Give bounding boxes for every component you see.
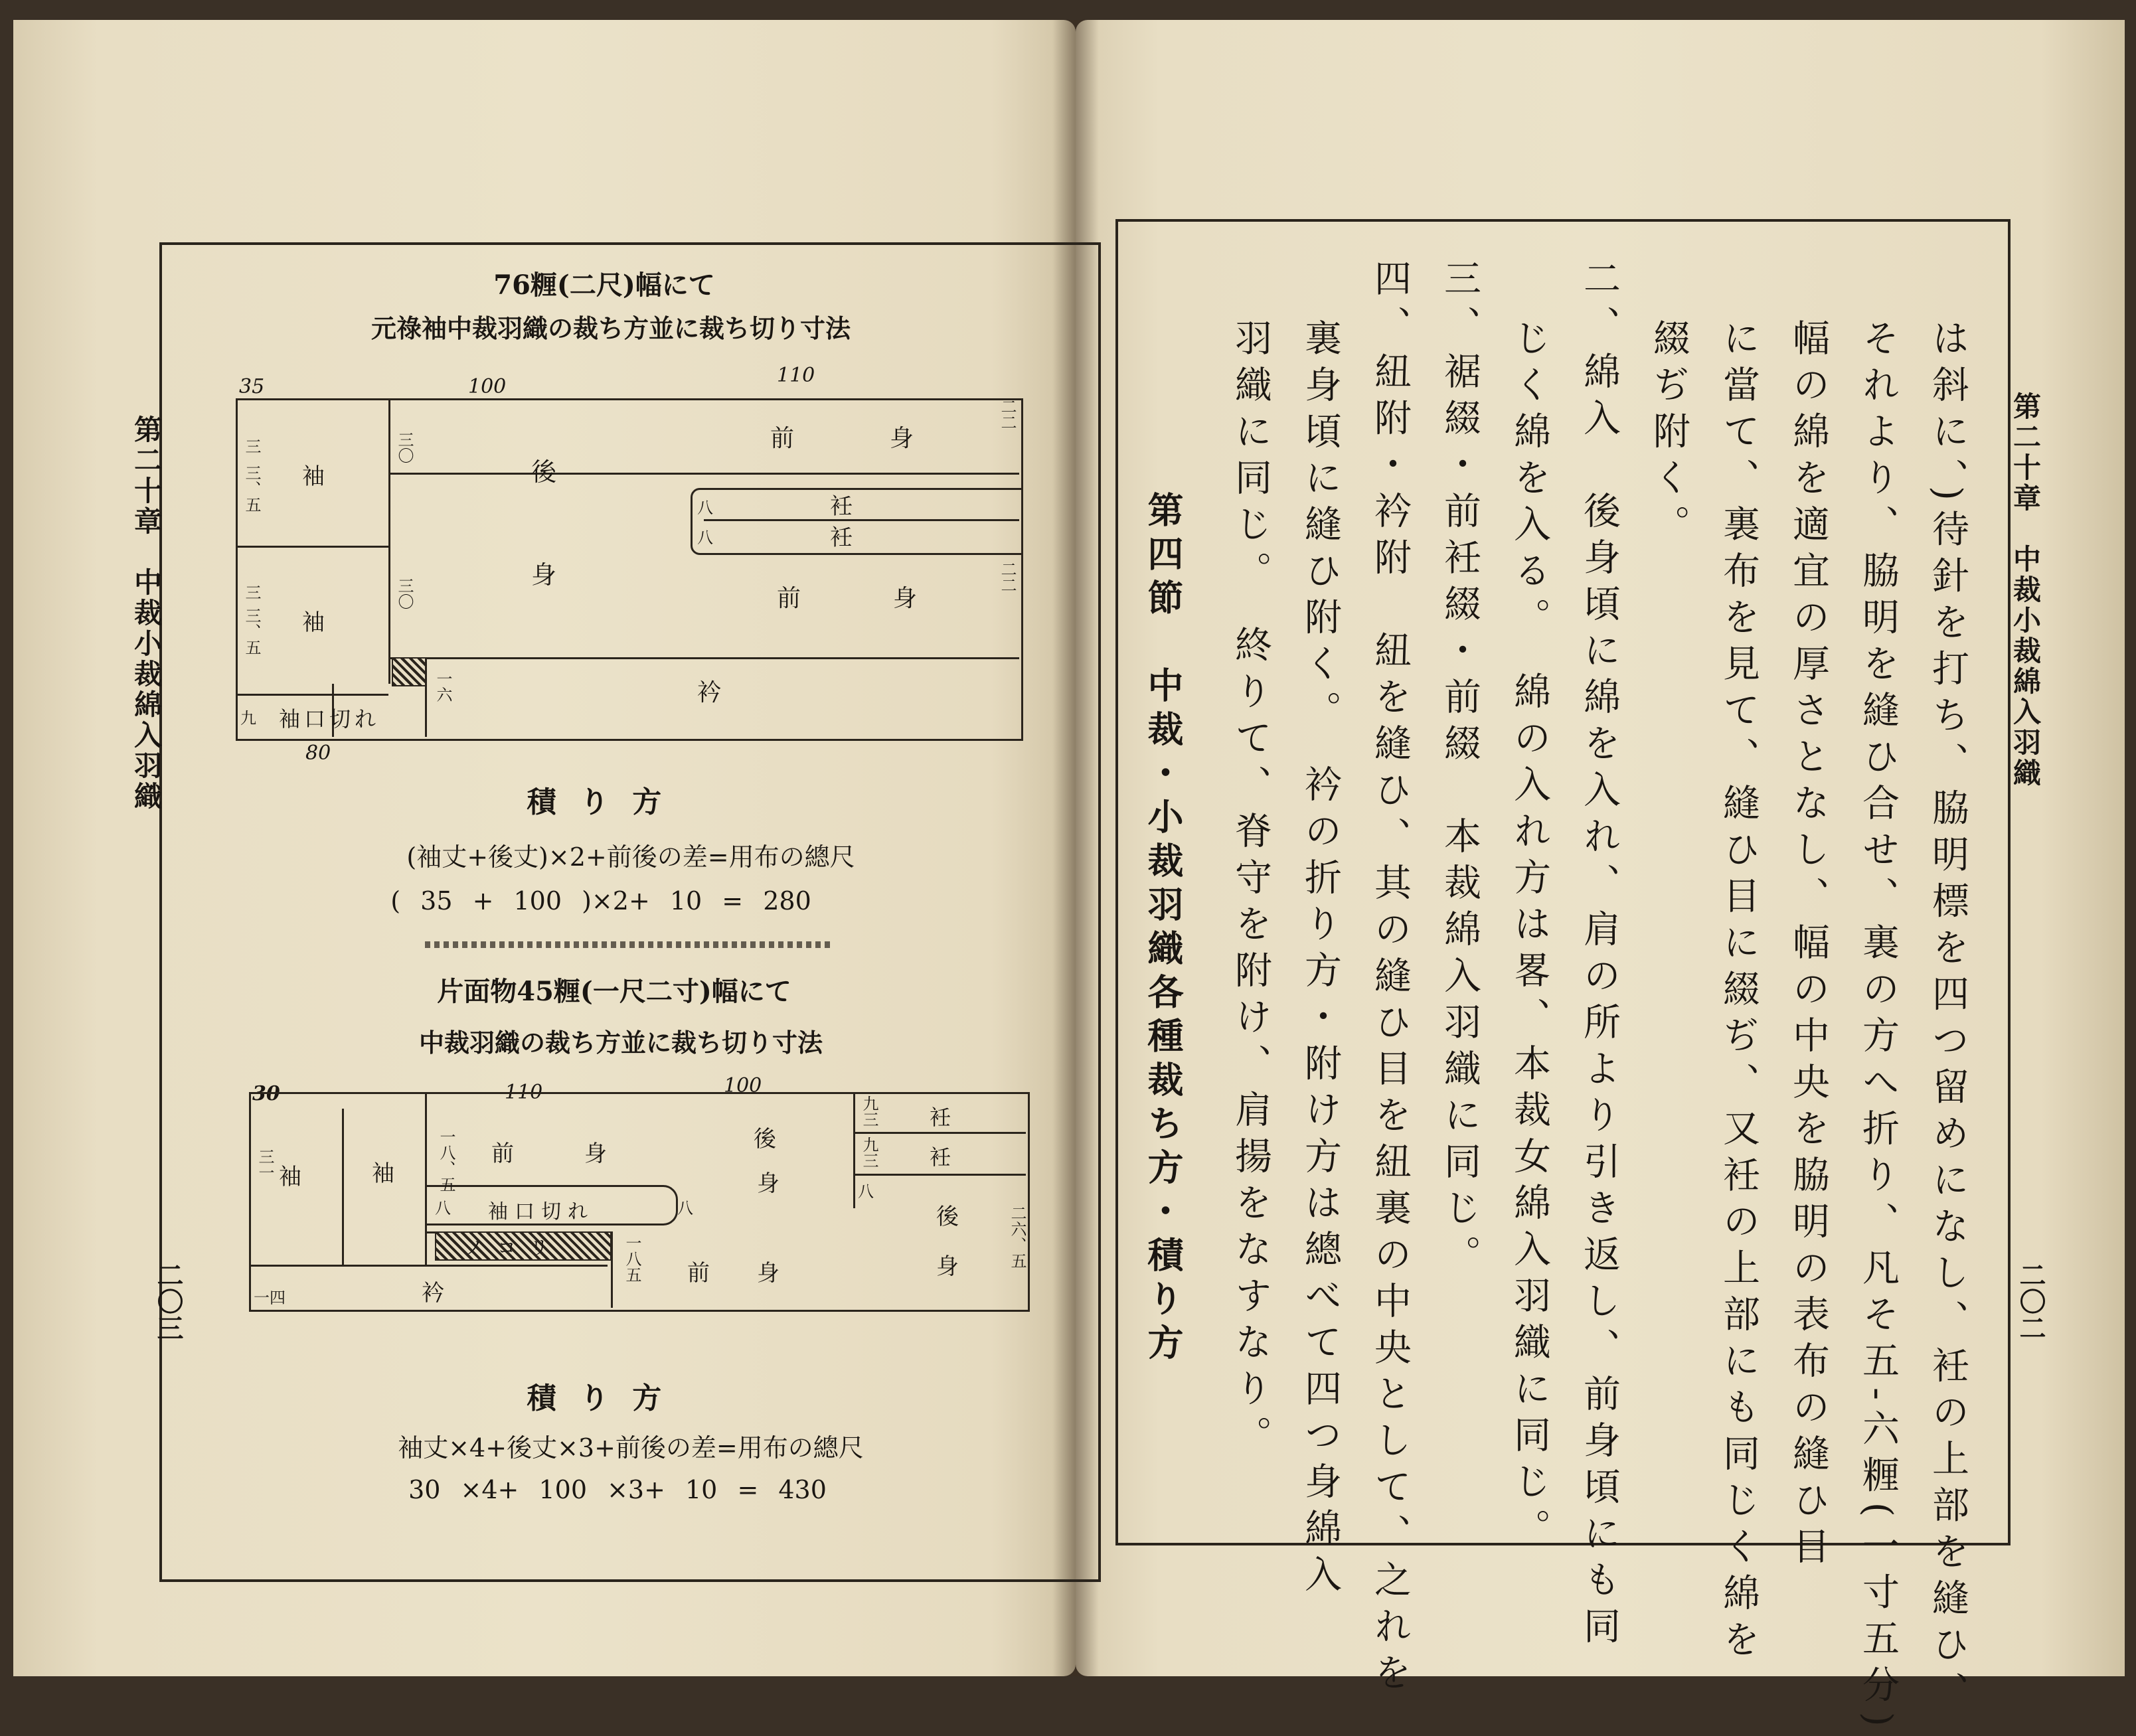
diagram2-dim-100: 100 (724, 1074, 762, 1097)
body-col-5: 綴ぢ附く。 (1647, 319, 1690, 551)
diagram1-num-8: 二二 (998, 561, 1017, 593)
right-running-head: 第二十章 中裁小裁綿入羽織 (2009, 392, 2042, 789)
diagram1-num-7: 二二 (998, 398, 1017, 430)
diagram2-row-okumi-2 (853, 1174, 1026, 1176)
diagram2-title-1: 片面物45糎(一尺二寸)幅にて (437, 976, 791, 1007)
body-col-6: 二、綿入 後身頃に綿を入れ、肩の所より引き返し、前身頃にも同 (1578, 259, 1621, 1653)
diagram1-heading: 積 り 方 (527, 785, 669, 819)
diagram1-num-2: 三、五 (242, 465, 261, 513)
right-page-number: 二〇二 (2015, 1261, 2046, 1341)
diagram1-num-5: 三〇 (395, 432, 414, 463)
diagram1-num-1: 三 (242, 438, 261, 454)
diagram1-okumi-split (704, 519, 1019, 521)
diagram2-num-5: 九三 (860, 1095, 878, 1127)
diagram1-formula-2: ( 35 + 100 )×2+ 10 = 280 (390, 886, 811, 915)
diagram2-dim-110: 110 (505, 1081, 543, 1104)
diagram1-row-eri (388, 657, 1019, 659)
diagram1-kuchigire: 袖口切れ (279, 706, 380, 732)
diagram1-mae-top-1: 前 (770, 425, 795, 452)
diagram2-num-7: 八 (858, 1182, 874, 1201)
body-col-11: 羽織に同じ。 終りて、脊守を附け、肩揚をなすなり。 (1229, 319, 1272, 1462)
diagram2-mae-b-1: 前 (687, 1260, 710, 1287)
diagram2-num-1: 三一 (256, 1148, 274, 1180)
diagram2-dim-30: 30 (252, 1082, 280, 1105)
diagram1-num-10: 八 (697, 528, 713, 547)
diagram1-okumi-1: 衽 (830, 493, 853, 520)
diagram2-mae-2: 身 (584, 1141, 607, 1167)
diagram1-mae-top-2: 身 (890, 425, 914, 452)
diagram1-eri: 衿 (697, 679, 722, 706)
diagram1-num-9: 八 (697, 499, 713, 517)
diagram2-ushiro-r-1: 後 (936, 1204, 959, 1230)
body-col-10: 裏身頃に縫ひ附く。 衿の折り方・附け方は總べて四つ身綿入 (1299, 319, 1342, 1601)
diagram1-hatch (392, 657, 426, 686)
left-running-head: 第二十章 中裁小裁綿入羽織 (130, 415, 163, 812)
body-col-8: 三、裾綴・前衽綴・前綴 本裁綿入羽織に同じ。 (1438, 259, 1481, 1281)
diagram2-mae-1: 前 (491, 1141, 514, 1167)
body-col-3: 幅の綿を適宜の厚さとなし、幅の中央を脇明の表布の縫ひ目 (1787, 319, 1830, 1573)
body-col-1: は斜に、)待針を打ち、脇明標を四つ留めになし、衽の上部を縫ひ、 (1926, 319, 1969, 1718)
divider-wavy (425, 941, 830, 948)
diagram2-formula-2: 30 ×4+ 100 ×3+ 10 = 430 (408, 1475, 827, 1504)
diagram2-formula-1: 袖丈×4+後丈×3+前後の差=用布の總尺 (398, 1433, 864, 1462)
diagram1-sode-1: 袖 (302, 463, 325, 490)
diagram2-kokari: ノ コ リ (465, 1237, 552, 1259)
diagram1-okumi-2: 衽 (830, 524, 853, 551)
diagram1-row-kuchi (236, 694, 388, 696)
diagram1-row-front-top (388, 473, 1019, 475)
diagram2-row-okumi (853, 1132, 1026, 1134)
diagram2-ushiro-1: 後 (754, 1126, 776, 1152)
diagram1-num-3: 三 (242, 584, 261, 600)
diagram2-col-sode (342, 1109, 344, 1265)
diagram2-ushiro-r-2: 身 (936, 1253, 959, 1280)
diagram1-okumi-block (691, 488, 1023, 555)
body-col-7: じく綿を入る。 綿の入れ方は畧、本裁女綿入羽織に同じ。 (1508, 319, 1551, 1555)
diagram1-num-11: 一六 (434, 671, 452, 702)
diagram2-ushiro-2: 身 (757, 1170, 780, 1197)
diagram1-title-1: 76糎(二尺)幅にて (493, 270, 715, 301)
diagram2-title-2: 中裁羽織の裁ち方並に裁ち切り寸法 (418, 1028, 823, 1058)
diagram2-col-okumi (853, 1092, 855, 1208)
left-page-number: 二〇三 (153, 1261, 184, 1341)
diagram2-num-8: 一八五 (623, 1235, 641, 1283)
diagram2-eri: 衿 (422, 1280, 444, 1306)
diagram2-num-4: 八 (677, 1199, 693, 1218)
diagram2-num-9: 二六、五 (1008, 1205, 1027, 1269)
body-col-9: 四、紐附・衿附 紐を縫ひ、其の縫ひ目を紐裏の中央として、之れを (1368, 259, 1412, 1699)
body-col-4: に當て、裏布を見て、縫ひ目に綴ぢ、又衽の上部にも同じく綿を (1717, 319, 1760, 1666)
diagram2-num-3: 八 (435, 1199, 451, 1218)
diagram1-dim-100: 100 (468, 375, 507, 398)
diagram2-row-bottom (249, 1265, 608, 1267)
diagram1-num-12: 九 (240, 709, 256, 728)
diagram1-dim-110: 110 (777, 364, 815, 387)
diagram1-dim-80: 80 (305, 742, 331, 765)
diagram2-col-mae (425, 1092, 427, 1265)
diagram1-dim-35: 35 (239, 375, 265, 398)
body-col-2: それより、脇明を縫ひ合せ、裏の方へ折り、凡そ五-六糎(一寸五分) (1856, 319, 1900, 1736)
diagram1-num-4: 三、五 (242, 607, 261, 655)
diagram2-okumi-2: 衽 (930, 1144, 951, 1170)
diagram1-formula-1: (袖丈+後丈)×2+前後の差=用布の總尺 (406, 842, 855, 872)
diagram1-ushiro: 後 (531, 457, 557, 487)
diagram1-mae-bot-2: 身 (893, 585, 918, 612)
diagram2-mae-b-2: 身 (757, 1260, 780, 1287)
diagram2-kuchigire: 袖口切れ (488, 1200, 594, 1223)
diagram2-num-6: 九三 (860, 1137, 878, 1168)
diagram2-sode-2: 袖 (372, 1160, 394, 1187)
section-title: 第四節 中裁・小裁羽織各種裁ち方・積り方 (1142, 491, 1185, 1368)
diagram2-okumi-1: 衽 (930, 1105, 951, 1130)
diagram1-title-2: 元祿袖中裁羽織の裁ち方並に裁ち切り寸法 (370, 313, 851, 343)
diagram1-mi: 身 (531, 560, 557, 590)
diagram1-mae-bot-1: 前 (777, 585, 801, 612)
diagram2-num-2: 一八、五 (437, 1129, 455, 1192)
diagram1-sode-2: 袖 (302, 609, 325, 636)
diagram1-num-6: 三〇 (395, 578, 414, 609)
diagram1-col-1 (388, 398, 390, 684)
diagram1-row-mid (236, 546, 388, 548)
diagram2-sode-1: 袖 (279, 1164, 301, 1190)
diagram2-num-10: 一四 (254, 1289, 286, 1307)
diagram2-heading: 積 り 方 (527, 1381, 669, 1415)
